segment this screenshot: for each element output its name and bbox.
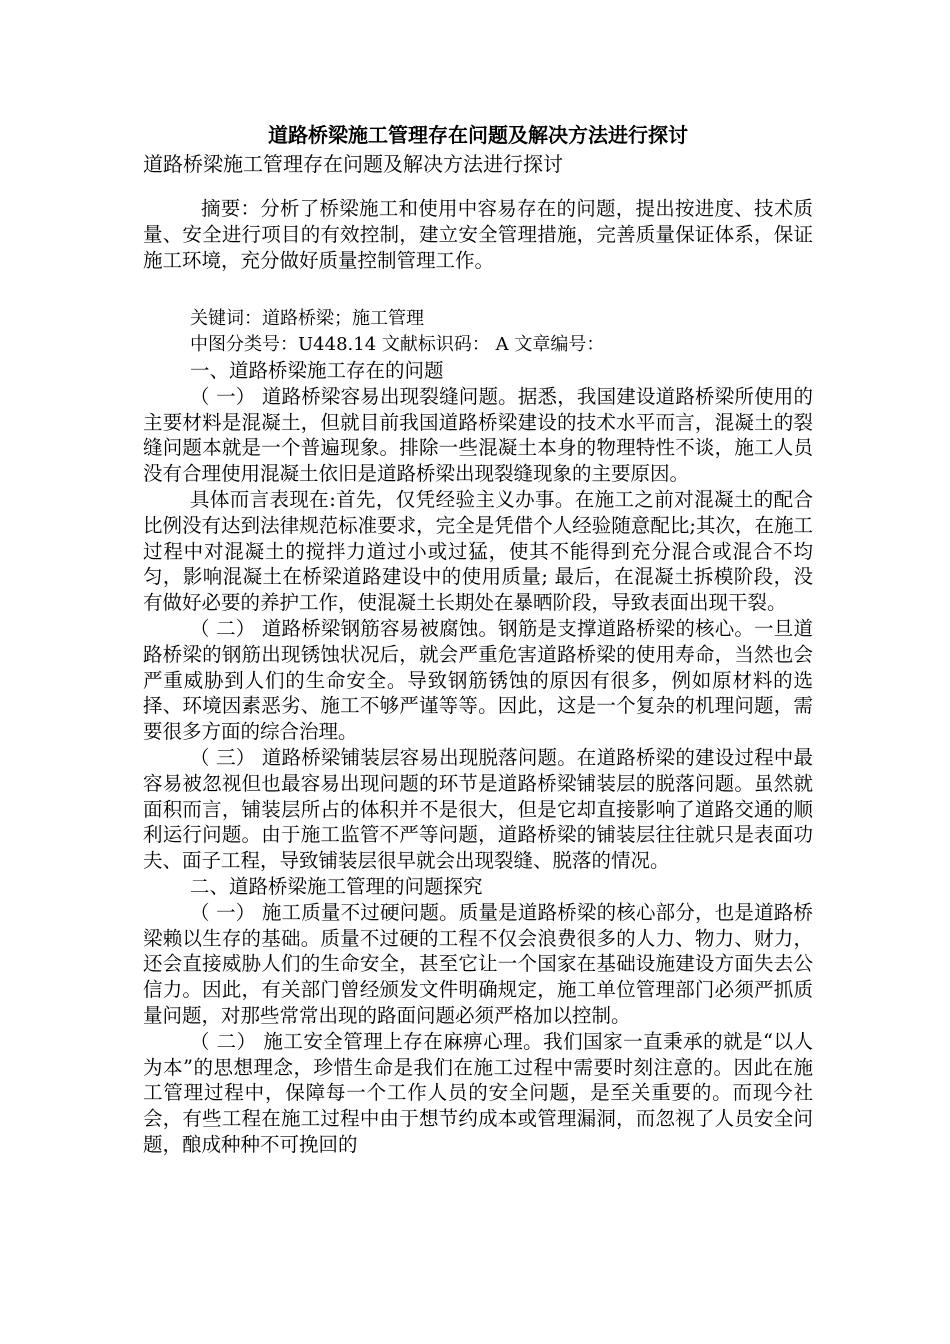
body-paragraph: （ 二） 道路桥梁钢筋容易被腐蚀。钢筋是支撑道路桥梁的核心。一旦道路桥梁的钢筋出现锈蚀状况后，就会严重危害道路桥梁的使用寿命，当然也会严重威胁到人们的生命安全。导致钢筋锈蚀的原因有很多，例如原材料的选择、环境因素恶劣、施工不够严谨等等。因此，这是一个复杂的机理问题，需要很多方面的综合治理。 bbox=[143, 616, 813, 744]
section-heading-2: 二、道路桥梁施工管理的问题探究 bbox=[190, 874, 483, 898]
body-paragraph: （ 二） 施工安全管理上存在麻痹心理。我们国家一直秉承的就是“以人为本”的思想理念，珍惜生命是我们在施工过程中需要时刻注意的。因此在施工管理过程中，保障每一个工作人员的安全问题，是至关重要的。而现今社会，有些工程在施工过程中由于想节约成本或管理漏洞，而忽视了人员安全问题，酿成种种不可挽回的 bbox=[143, 1029, 813, 1156]
body-paragraph: 具体而言表现在:首先，仅凭经验主义办事。在施工之前对混凝土的配合比例没有达到法律规范标准要求，完全是凭借个人经验随意配比;其次，在施工过程中对混凝土的搅拌力道过小或过猛，使其不能得到充分混合或混合不均匀，影响混凝土在桥梁道路建设中的使用质量; 最后，在混凝土拆模阶段，没有做好必要的养护工作，使混凝土长期处在暴晒阶段，导致表面出现干裂。 bbox=[143, 487, 813, 615]
body-paragraph: （ 一） 道路桥梁容易出现裂缝问题。据悉，我国建设道路桥梁所使用的主要材料是混凝土，但就目前我国道路桥梁建设的技术水平而言，混凝土的裂缝问题本就是一个普遍现象。排除一些混凝土本身的物理特性不谈，施工人员没有合理使用混凝土依旧是道路桥梁出现裂缝现象的主要原因。 bbox=[143, 384, 813, 486]
section-heading-1: 一、道路桥梁施工存在的问题 bbox=[190, 359, 444, 382]
body-paragraph: （ 三） 道路桥梁铺装层容易出现脱落问题。在道路桥梁的建设过程中最容易被忽视但也最容易出现问题的环节是道路桥梁铺装层的脱落问题。虽然就面积而言，铺装层所占的体积并不是很大，但是它却直接影响了道路交通的顺利运行问题。由于施工监管不严等问题，道路桥梁的铺装层往往就只是表面功夫、面子工程，导致铺装层很早就会出现裂缝、脱落的情况。 bbox=[143, 745, 813, 873]
keywords-line: 关键词：道路桥梁；施工管理 bbox=[190, 308, 424, 329]
classification-line: 中图分类号：U448.14 文献标识码： A 文章编号： bbox=[190, 334, 605, 355]
document-subtitle: 道路桥梁施工管理存在问题及解决方法进行探讨 bbox=[143, 152, 563, 176]
abstract-paragraph: 摘要：分析了桥梁施工和使用中容易存在的问题，提出按进度、技术质量、安全进行项目的有效控制，建立安全管理措施，完善质量保证体系，保证施工环境，充分做好质量控制管理工作。 bbox=[143, 197, 813, 272]
document-page bbox=[143, 120, 813, 1158]
document-title: 道路桥梁施工管理存在问题及解决方法进行探讨 bbox=[268, 123, 688, 147]
body-paragraph: （ 一） 施工质量不过硬问题。质量是道路桥梁的核心部分，也是道路桥梁赖以生存的基础。质量不过硬的工程不仅会浪费很多的人力、物力、财力，还会直接威胁人们的生命安全，甚至它让一个国家在基础设施建设方面失去公信力。因此，有关部门曾经颁发文件明确规定，施工单位管理部门必须严抓质量问题，对那些常常出现的路面问题必须严格加以控制。 bbox=[143, 900, 813, 1027]
